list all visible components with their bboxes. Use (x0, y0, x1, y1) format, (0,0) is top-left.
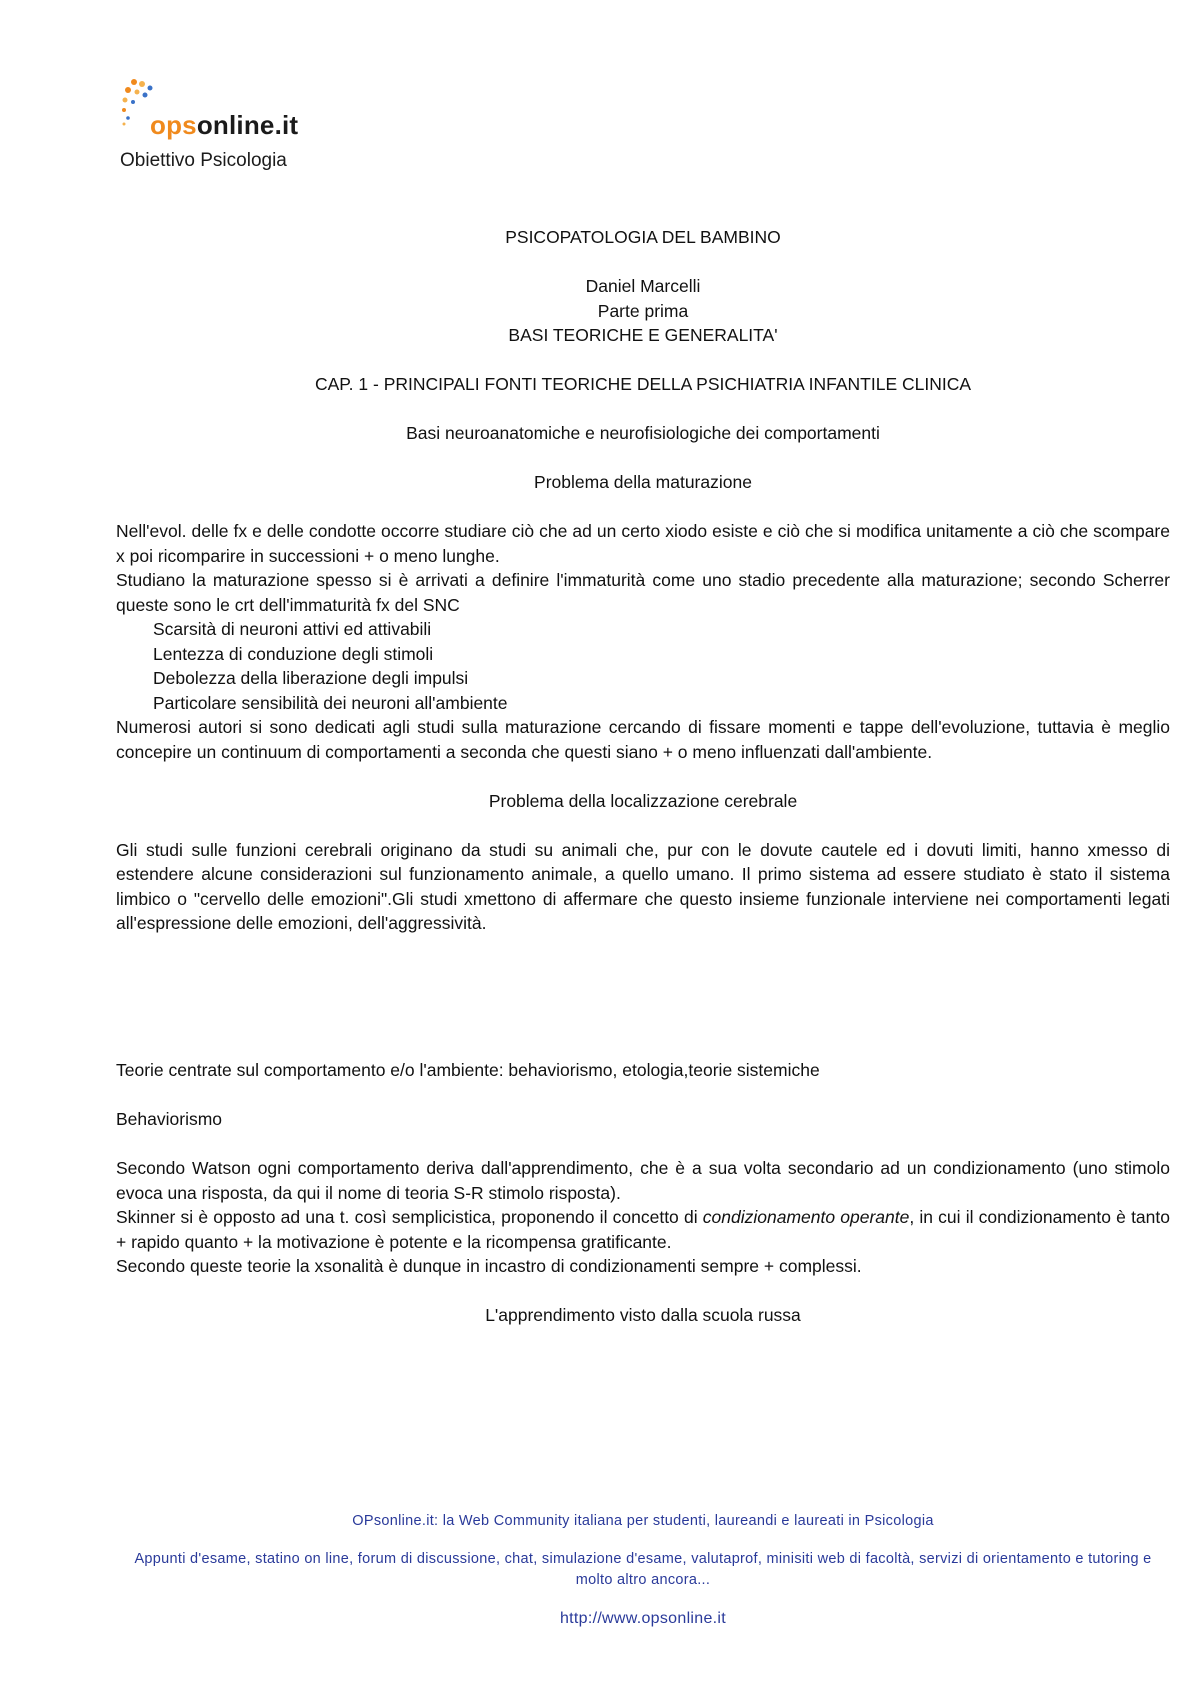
subheading-scuola-russa: L'apprendimento visto dalla scuola russa (485, 1305, 801, 1325)
list-item: Debolezza della liberazione degli impulsi (153, 668, 469, 688)
paragraph-1: Nell'evol. delle fx e delle condotte occorre studiare ciò che ad un certo xiodo esiste e ciò che si modifica unitamente a ciò che scompare x poi ricomparire in successioni + o meno lunghe. (116, 521, 1170, 566)
opsonline-logo (120, 78, 340, 178)
footer-url-link[interactable]: http://www.opsonline.it (559, 1610, 727, 1627)
subheading-localizzazione: Problema della localizzazione cerebrale (488, 790, 798, 811)
subheading-behaviorismo: Behaviorismo (116, 1109, 223, 1129)
document-author: Daniel Marcelli (585, 276, 701, 296)
document-part-title: BASI TEORICHE E GENERALITA' (508, 325, 778, 345)
list-item: Particolare sensibilità dei neuroni all'ambiente (153, 692, 508, 713)
chapter-heading: CAP. 1 - PRINCIPALI FONTI TEORICHE DELLA PSICHIATRIA INFANTILE CLINICA (314, 374, 972, 394)
logo-tagline: Obiettivo Psicologia (120, 150, 287, 171)
page-footer (116, 1511, 1170, 1629)
paragraph-6-before: Skinner si è opposto ad una t. così semplicistica, proponendo il concetto di (116, 1207, 703, 1227)
list-item: Scarsità di neuroni attivi ed attivabili (153, 619, 432, 639)
paragraph-6 (116, 1205, 1170, 1254)
paragraph-2: Studiano la maturazione spesso si è arrivati a definire l'immaturità come uno stadio precedente alla maturazione; secondo Scherrer queste sono le crt dell'immaturità fx del SNC (116, 570, 1170, 615)
logo-online-text: online.it (196, 110, 299, 140)
document-body (116, 225, 1170, 1328)
logo-wordmark (150, 110, 298, 141)
section-heading-1: Basi neuroanatomiche e neurofisiologiche dei comportamenti (406, 423, 880, 443)
subheading-maturazione: Problema della maturazione (534, 472, 752, 492)
logo-ops-text: ops (150, 110, 197, 140)
paragraph-4: Gli studi sulle funzioni cerebrali originano da studi su animali che, pur con le dovute cautele ed i dovuti limiti, hanno xmesso di estendere alcune considerazioni sul funzionamento animale, a quello umano. Il primo sistema ad essere studiato è stato il sistema limbico o "cervello delle emozioni".Gli studi xmettono di affermare che questo insieme funzionale interviene nei comportamenti legati all'espressione delle emozioni, dell'aggressività. (116, 839, 1170, 933)
list-item: Lentezza di conduzione degli stimoli (153, 643, 434, 664)
paragraph-5: Secondo Watson ogni comportamento deriva dall'apprendimento, che è a sua volta secondario ad un condizionamento (uno stimolo evoca una risposta, da qui il nome di teoria S-R stimolo risposta). (116, 1158, 1170, 1203)
paragraph-6-emphasis: condizionamento operante (702, 1207, 910, 1227)
paragraph-6-after: , in cui il condizionamento è tanto + rapido quanto + la motivazione è potente e la ricompensa gratificante. (116, 1207, 1170, 1252)
footer-services: Appunti d'esame, statino on line, forum di discussione, chat, simulazione d'esame, valutaprof, minisiti web di facoltà, servizi di orientamento e tutoring e molto altro ancora... (134, 1551, 1152, 1588)
footer-tagline: OPsonline.it: la Web Community italiana per studenti, laureandi e laureati in Psicologia (352, 1513, 934, 1529)
paragraph-3: Numerosi autori si sono dedicati agli studi sulla maturazione cercando di fissare momenti e tappe dell'evoluzione, tuttavia è meglio concepire un continuum di comportamenti a seconda che questi siano + o meno influenzati dall'ambiente. (116, 717, 1170, 762)
document-part: Parte prima (597, 300, 689, 321)
paragraph-7: Secondo queste teorie la xsonalità è dunque in incastro di condizionamenti sempre + complessi. (116, 1256, 862, 1276)
section-heading-2: Teorie centrate sul comportamento e/o l'ambiente: behaviorismo, etologia,teorie sistemiche (116, 1060, 820, 1080)
document-title: PSICOPATOLOGIA DEL BAMBINO (505, 227, 781, 247)
